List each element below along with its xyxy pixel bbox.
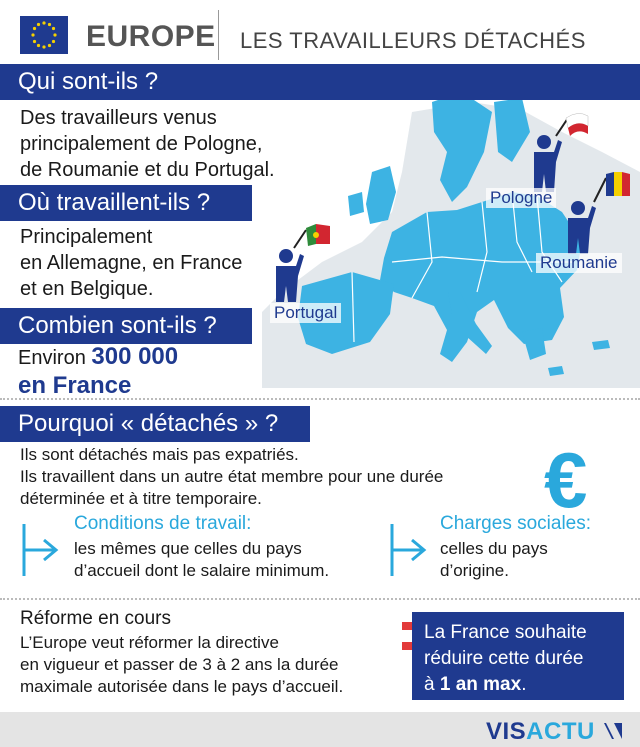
euro-icon: € <box>544 436 588 524</box>
france-box-line3 <box>424 672 612 698</box>
person-romania-icon <box>564 166 640 256</box>
france-box-prefix: à <box>424 674 435 695</box>
section-where-line: et en Belgique. <box>20 278 154 300</box>
header-divider <box>218 10 219 60</box>
section-why-line: Ils travaillent dans un autre état membre pour une durée <box>20 467 444 486</box>
france-box-line2: réduire cette durée <box>424 648 584 669</box>
france-box-bold: 1 an max <box>439 674 522 695</box>
logo-part2: ACTU <box>526 718 595 745</box>
conditions-line: d’accueil dont le salaire minimum. <box>74 561 330 580</box>
how-many-prefix: Environ <box>18 347 86 369</box>
charges-title: Charges sociales: <box>440 513 592 534</box>
arrow-right-icon <box>388 520 428 580</box>
separator <box>0 598 640 600</box>
section-why-line: Ils sont détachés mais pas expatriés. <box>20 445 299 464</box>
section-how-many-title: Combien sont-ils ? <box>0 308 252 344</box>
france-box <box>412 612 624 700</box>
header-topic: LES TRAVAILLEURS DÉTACHÉS <box>240 28 586 53</box>
charges-line: celles du pays <box>440 539 548 558</box>
section-why-line: déterminée et à titre temporaire. <box>20 489 262 508</box>
map-label-poland: Pologne <box>486 188 556 208</box>
conditions-line: les mêmes que celles du pays <box>74 539 302 558</box>
person-portugal-icon <box>272 214 336 304</box>
section-why-text <box>20 444 540 510</box>
reform-text <box>20 632 410 698</box>
section-who-line: Des travailleurs venus <box>20 107 217 129</box>
reform-title: Réforme en cours <box>20 608 172 629</box>
header-region: EUROPE <box>86 20 216 53</box>
charges-line: d’origine. <box>440 561 509 580</box>
france-flag-icon <box>402 618 412 658</box>
section-where-line: Principalement <box>20 226 153 248</box>
section-why-title: Pourquoi « détachés » ? <box>0 406 310 442</box>
section-who-text <box>20 105 320 183</box>
arrow-right-icon <box>20 520 60 580</box>
section-where-line: en Allemagne, en France <box>20 252 243 274</box>
visactu-logo <box>486 718 624 746</box>
section-who-line: principalement de Pologne, <box>20 133 263 155</box>
section-who-line: de Roumanie et du Portugal. <box>20 159 275 181</box>
eu-flag-icon <box>20 16 68 54</box>
section-where-title: Où travaillent-ils ? <box>0 185 252 221</box>
reform-line: L’Europe veut réformer la directive <box>20 633 279 652</box>
france-box-line1: La France souhaite <box>424 622 587 643</box>
header <box>0 0 640 68</box>
conditions-title: Conditions de travail: <box>74 513 252 534</box>
logo-part1: VIS <box>485 718 527 745</box>
logo-mark-icon <box>602 721 624 741</box>
charges-text <box>440 538 630 582</box>
france-box-suffix: . <box>521 674 527 695</box>
section-how-many-line1 <box>18 343 178 371</box>
reform-line: maximale autorisée dans le pays d’accueil. <box>20 677 344 696</box>
section-where-text <box>20 224 280 302</box>
section-who-title: Qui sont-ils ? <box>0 64 640 100</box>
how-many-suffix: en France <box>18 372 132 399</box>
map-label-romania: Roumanie <box>536 253 622 273</box>
how-many-number: 300 000 <box>91 343 179 370</box>
conditions-text <box>74 538 394 582</box>
reform-line: en vigueur et passer de 3 à 2 ans la durée <box>20 655 339 674</box>
separator <box>0 398 640 400</box>
map-label-portugal: Portugal <box>270 303 341 323</box>
